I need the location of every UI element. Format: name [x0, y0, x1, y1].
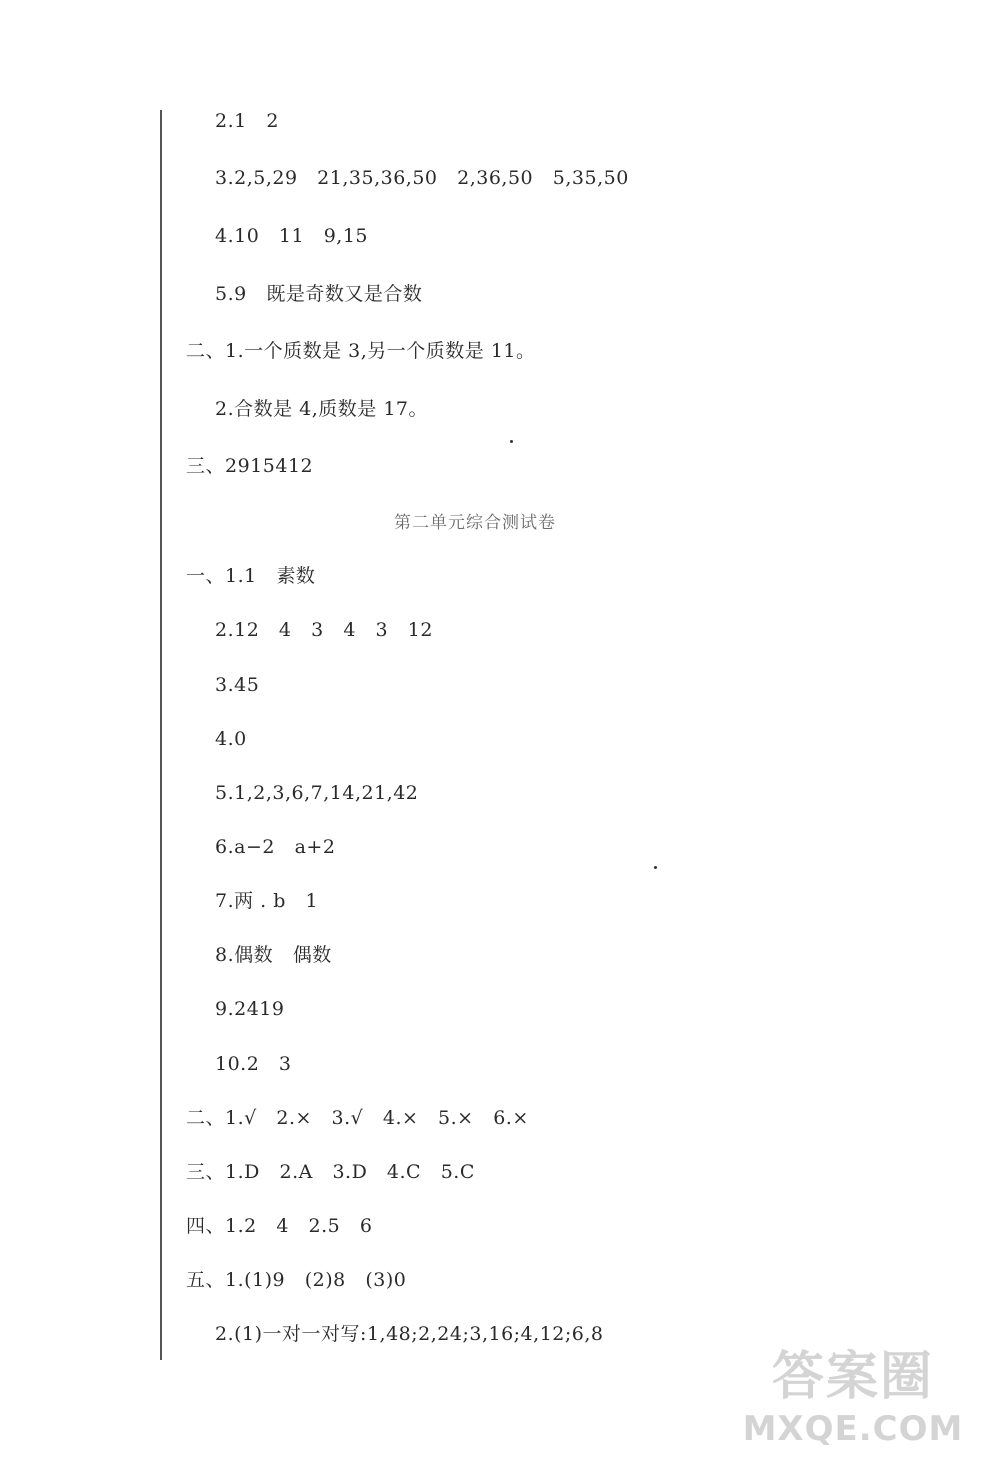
unit-section-2: 二、1.√ 2.× 3.√ 4.× 5.× 6.×: [186, 1107, 529, 1129]
unit-answer-5: 5.1,2,3,6,7,14,21,42: [215, 782, 419, 804]
watermark-logo: [728, 1345, 978, 1465]
unit-answer-2: 2.12 4 3 4 3 12: [215, 619, 433, 641]
answer-line-5-9: 5.9 既是奇数又是合数: [215, 283, 423, 305]
watermark-top-text: 答案圈: [771, 1347, 934, 1407]
scan-speck: [510, 440, 513, 443]
unit-answer-1-1: 一、1.1 素数: [186, 565, 316, 587]
unit-test-title: 第二单元综合测试卷: [394, 513, 556, 533]
section-2-line-2: 2.合数是 4,质数是 17。: [215, 398, 429, 420]
unit-answer-8: 8.偶数 偶数: [215, 944, 332, 966]
answer-line-4-10: 4.10 11 9,15: [215, 225, 369, 247]
unit-section-4: 四、1.2 4 2.5 6: [186, 1215, 373, 1237]
watermark-bottom-text: MXQE.COM: [742, 1409, 964, 1449]
unit-section-3: 三、1.D 2.A 3.D 4.C 5.C: [186, 1161, 475, 1183]
unit-answer-3: 3.45: [215, 674, 260, 696]
unit-answer-7: 7.两 . b 1: [215, 890, 319, 912]
unit-section-5-1: 五、1.(1)9 (2)8 (3)0: [186, 1269, 407, 1291]
unit-answer-9: 9.2419: [215, 998, 285, 1020]
answer-line-3-2: 3.2,5,29 21,35,36,50 2,36,50 5,35,50: [215, 167, 629, 189]
unit-section-5-2: 2.(1)一对一对写:1,48;2,24;3,16;4,12;6,8: [215, 1323, 604, 1345]
unit-answer-4: 4.0: [215, 728, 247, 750]
section-3-line: 三、2915412: [186, 455, 314, 477]
unit-answer-10: 10.2 3: [215, 1053, 292, 1075]
margin-rule: [160, 110, 162, 1360]
unit-answer-6: 6.a−2 a+2: [215, 836, 336, 858]
section-2-line-1: 二、1.一个质数是 3,另一个质数是 11。: [186, 340, 536, 362]
answer-line-2-1: 2.1 2: [215, 110, 279, 132]
scan-speck: [654, 866, 657, 869]
